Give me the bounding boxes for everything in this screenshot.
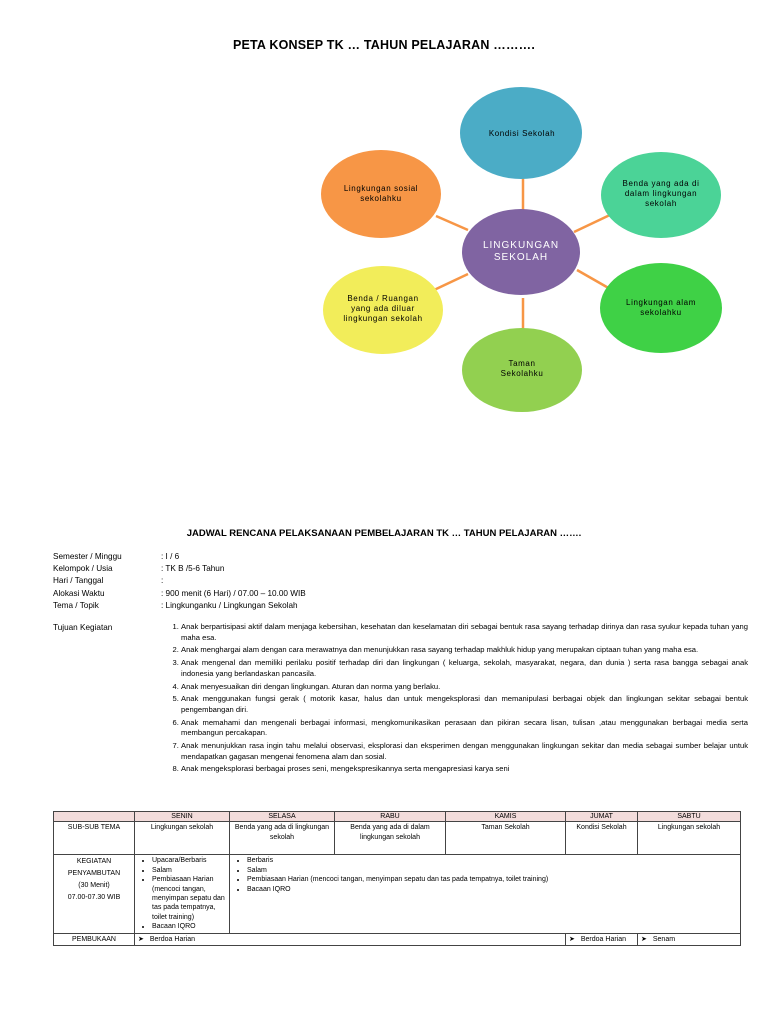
row-label: SUB-SUB TEMA — [54, 822, 135, 855]
list-item-text: Berdoa Harian — [149, 935, 196, 943]
concept-node-label-top-left: Lingkungan sosial sekolahku — [343, 184, 419, 203]
header-day: JUMAT — [566, 812, 638, 822]
arrow-list-item — [138, 935, 562, 944]
welcome-rest-cell — [230, 855, 741, 933]
concept-center-label: LINGKUNGAN SEKOLAH — [482, 240, 560, 263]
goals-list — [161, 622, 748, 777]
arrow-icon: ➤ — [641, 935, 647, 943]
goal-item: 4. Anak menyesuaikan diri dengan lingkungan. Aturan dan norma yang berlaku. — [181, 682, 748, 693]
table-row — [54, 855, 741, 933]
connector-bottom-left — [434, 274, 468, 290]
list-item-text: Berdoa Harian — [580, 935, 627, 943]
subtheme-cell: Kondisi Sekolah — [566, 822, 638, 855]
connector-top-left — [436, 216, 468, 230]
list-item-text: Senam — [652, 935, 676, 943]
list-item: • Upacara/Berbaris — [152, 856, 226, 865]
subtheme-cell: Benda yang ada di dalam lingkungan sekolah — [335, 822, 446, 855]
goal-item: 7. Anak menunjukkan rasa ingin tahu melalui observasi, eksplorasi dan eksperimen dengan menggunakan lingkungan sekitar dan media sebagai sumber belajar untuk mendapatkan gagasan mengenai fenomena alam dan sosial. — [181, 741, 748, 762]
list-item: • Pembiasaan Harian (mencoci tangan, menyimpan sepatu dan tas pada tempatnya, toilet training) — [152, 875, 226, 922]
meta-key: Tema / Topik — [53, 600, 99, 610]
opening-cell — [135, 933, 566, 945]
meta-value: : 900 menit (6 Hari) / 07.00 – 10.00 WIB — [161, 588, 306, 598]
table-row — [54, 933, 741, 945]
arrow-list-item — [569, 935, 634, 944]
meta-key: Hari / Tanggal — [53, 576, 104, 586]
meta-value: : — [161, 576, 164, 586]
list-item: • Salam — [152, 866, 226, 875]
list-item: • Bacaan IQRO — [152, 922, 226, 931]
plan-title: JADWAL RENCANA PELAKSANAAN PEMBELAJARAN TK … TAHUN PELAJARAN ……. — [186, 528, 582, 539]
activity-list — [138, 856, 226, 931]
list-item: • Bacaan IQRO — [247, 885, 737, 894]
row-label: PEMBUKAAN — [54, 933, 135, 945]
goal-item: 2. Anak menghargai alam dengan cara merawatnya dan menunjukkan rasa sayang terhadap makhluk hidup yang merupakan ciptaan tuhan yang maha esa. — [181, 645, 748, 656]
meta-key: Semester / Minggu — [53, 552, 122, 561]
concept-node-label-right: Lingkungan alam sekolahku — [626, 298, 696, 317]
goal-item: 3. Anak mengenal dan memiliki perilaku positif terhadap diri dan lingkungan ( keluarga, sekolah, masyarakat, negara, dan dunia ) serta rasa bangga sebagai anak indonesia yang berlandaskan pancasila. — [181, 658, 748, 679]
row-label-line: KEGIATAN — [76, 858, 112, 866]
meta-block — [53, 551, 306, 612]
table-row — [54, 822, 741, 855]
concept-node-label-top: Kondisi Sekolah — [488, 129, 556, 138]
header-empty — [54, 812, 135, 822]
table-header-row — [54, 812, 741, 822]
subtheme-cell: Lingkungan sekolah — [638, 822, 741, 855]
goal-item: 6. Anak memahami dan mengenali berbagai informasi, mengkomunikasikan perasaan dan pikiran secara lisan, tulisan ,atau menggunakan berbagai media serta membangun percakapan. — [181, 718, 748, 739]
activity-list — [233, 856, 737, 894]
row-label-line: (30 Menit) — [78, 882, 110, 890]
row-label-line: 07.00-07.30 WIB — [67, 894, 121, 902]
arrow-icon: ➤ — [138, 935, 144, 943]
row-label-line: PENYAMBUTAN — [67, 870, 121, 878]
document-title: PETA KONSEP TK … TAHUN PELAJARAN ………. — [232, 38, 536, 52]
meta-value: : TK B /5-6 Tahun — [161, 564, 225, 574]
subtheme-cell: Benda yang ada di lingkungan sekolah — [230, 822, 335, 855]
arrow-icon: ➤ — [569, 935, 575, 943]
schedule-table — [53, 811, 741, 946]
meta-value: : I / 6 — [161, 552, 180, 561]
meta-key: Kelompok / Usia — [53, 564, 113, 574]
opening-cell — [638, 933, 741, 945]
meta-row — [53, 563, 306, 575]
connector-top-right — [574, 214, 612, 232]
goals-label: Tujuan Kegiatan — [53, 623, 113, 632]
row-label — [54, 855, 135, 933]
concept-node-label-bottom: Taman Sekolahku — [500, 359, 544, 378]
subtheme-cell: Lingkungan sekolah — [135, 822, 230, 855]
header-day: SENIN — [135, 812, 230, 822]
header-day: SABTU — [638, 812, 741, 822]
concept-node-label-bottom-left: Benda / Ruangan yang ada diluar lingkungan sekolah — [343, 294, 423, 323]
connector-right — [577, 270, 612, 290]
welcome-monday-cell — [135, 855, 230, 933]
arrow-list-item — [641, 935, 737, 944]
header-day: KAMIS — [446, 812, 566, 822]
header-day: RABU — [335, 812, 446, 822]
list-item: • Pembiasaan Harian (mencoci tangan, menyimpan sepatu dan tas pada tempatnya, toilet training) — [247, 875, 737, 884]
meta-row — [53, 551, 306, 563]
concept-map — [0, 0, 768, 440]
list-item: • Salam — [247, 866, 737, 875]
opening-cell — [566, 933, 638, 945]
goal-item: 5. Anak menggunakan fungsi gerak ( motorik kasar, halus dan untuk mengeksplorasi dan memanipulasi berbagai objek dan lingkungan sekitar sebagai bentuk pengembangan diri. — [181, 694, 748, 715]
header-day: SELASA — [230, 812, 335, 822]
concept-node-label-top-right: Benda yang ada di dalam lingkungan sekolah — [622, 179, 700, 208]
meta-value: : Lingkunganku / Lingkungan Sekolah — [161, 600, 298, 610]
meta-row — [53, 575, 306, 587]
meta-key: Alokasi Waktu — [53, 588, 105, 598]
goal-item: 8. Anak mengeksplorasi berbagai proses seni, mengekspresikannya serta mengapresiasi karya seni — [181, 764, 748, 775]
list-item: • Berbaris — [247, 856, 737, 865]
meta-row — [53, 588, 306, 600]
goal-item: 1. Anak berpartisipasi aktif dalam menjaga kebersihan, kesehatan dan keselamatan diri sebagai bentuk rasa sayang terhadap dirinya dan rasa syukur kepada tuhan yang maha esa. — [181, 622, 748, 643]
meta-row — [53, 600, 306, 612]
subtheme-cell: Taman Sekolah — [446, 822, 566, 855]
